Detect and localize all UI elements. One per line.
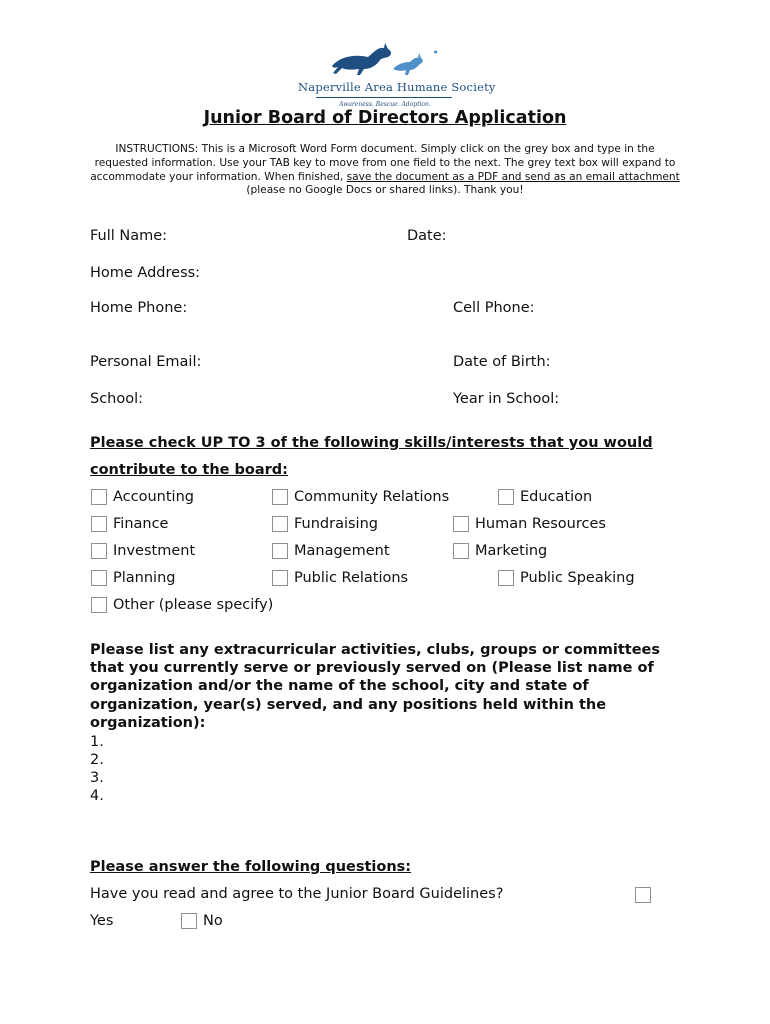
checkbox-box[interactable]: [272, 570, 288, 586]
yes-option-label[interactable]: Yes: [90, 913, 114, 929]
organization-logo: [298, 42, 496, 110]
skills-heading-line-1: Please check UP TO 3 of the following skills/interests that you would: [90, 435, 653, 451]
checkbox-box[interactable]: [453, 543, 469, 559]
checkbox-box[interactable]: [498, 489, 514, 505]
guidelines-checkbox[interactable]: [635, 887, 651, 903]
instructions-paragraph: [88, 143, 682, 198]
checkbox-public-speaking[interactable]: [498, 570, 635, 586]
checkbox-community-relations[interactable]: [272, 489, 449, 505]
checkbox-box[interactable]: [453, 516, 469, 532]
checkbox-education[interactable]: [498, 489, 592, 505]
checkbox-box[interactable]: [91, 489, 107, 505]
cell-phone-label[interactable]: Cell Phone:: [453, 300, 535, 316]
home-address-label[interactable]: Home Address:: [90, 265, 201, 281]
year-in-school-label[interactable]: Year in School:: [453, 391, 560, 407]
instructions-text-start: INSTRUCTIONS: This is a Microsoft Word Form document. Simply click on the grey box and type in the requested information. Use your TAB key to move from one field to the next. The grey text box will expand to accommodate your information. When finished,: [90, 143, 676, 183]
instructions-emphasis: save the document as a PDF and send as an email attachment: [346, 170, 680, 183]
checkbox-accounting[interactable]: [91, 489, 194, 505]
checkbox-box[interactable]: [91, 570, 107, 586]
skills-heading-line-2: contribute to the board:: [90, 462, 288, 478]
guidelines-question: Have you read and agree to the Junior Board Guidelines?: [90, 886, 504, 902]
skills-heading: [90, 430, 653, 484]
date-label[interactable]: Date:: [407, 228, 447, 244]
activity-number-3[interactable]: 3.: [90, 770, 104, 786]
checkbox-label: Management: [294, 543, 390, 559]
checkbox-box[interactable]: [272, 516, 288, 532]
checkbox-finance[interactable]: [91, 516, 168, 532]
instructions-text-end: (please no Google Docs or shared links). Thank you!: [246, 184, 524, 197]
date-of-birth-label[interactable]: Date of Birth:: [453, 354, 551, 370]
checkbox-box[interactable]: [498, 570, 514, 586]
checkbox-planning[interactable]: [91, 570, 175, 586]
school-label[interactable]: School:: [90, 391, 144, 407]
activity-number-2[interactable]: 2.: [90, 752, 104, 768]
checkbox-label: Public Speaking: [520, 570, 635, 586]
checkbox-box[interactable]: [181, 913, 197, 929]
activity-number-1[interactable]: 1.: [90, 734, 104, 750]
checkbox-no[interactable]: [181, 913, 223, 929]
checkbox-label: Community Relations: [294, 489, 450, 505]
page-title: Junior Board of Directors Application: [203, 108, 567, 128]
personal-email-label[interactable]: Personal Email:: [90, 354, 202, 370]
checkbox-label: Finance: [113, 516, 169, 532]
activities-question: Please list any extracurricular activities, clubs, groups or committees that you currently serve or previously served on (Please list name of organization and/or the name of the school, city and state of organization, year(s) served, and any positions held within the organization):: [90, 642, 661, 731]
home-phone-label[interactable]: Home Phone:: [90, 300, 188, 316]
checkbox-label: Education: [520, 489, 593, 505]
checkbox-label: Public Relations: [294, 570, 409, 586]
checkbox-label: Human Resources: [475, 516, 606, 532]
checkbox-label: Other (please specify): [113, 597, 274, 613]
checkbox-human-resources[interactable]: [453, 516, 606, 532]
logo-divider: [316, 97, 452, 98]
activity-number-4[interactable]: 4.: [90, 788, 104, 804]
questions-heading: Please answer the following questions:: [90, 859, 412, 875]
checkbox-box[interactable]: [91, 543, 107, 559]
checkbox-box[interactable]: [91, 516, 107, 532]
checkbox-label: Planning: [113, 570, 176, 586]
checkbox-other[interactable]: [91, 597, 273, 613]
checkbox-box[interactable]: [91, 597, 107, 613]
dog-and-cat-logo-icon: [330, 42, 442, 82]
checkbox-label: Accounting: [113, 489, 194, 505]
checkbox-public-relations[interactable]: [272, 570, 408, 586]
logo-organization-name: Naperville Area Humane Society: [298, 80, 496, 94]
checkbox-label: Marketing: [475, 543, 548, 559]
checkbox-label: Investment: [113, 543, 196, 559]
full-name-label[interactable]: Full Name:: [90, 228, 168, 244]
checkbox-label: No: [203, 913, 223, 929]
logo-tagline: Awareness. Rescue. Adoption.: [339, 101, 431, 108]
checkbox-marketing[interactable]: [453, 543, 547, 559]
checkbox-box[interactable]: [272, 489, 288, 505]
checkbox-label: Fundraising: [294, 516, 378, 532]
checkbox-fundraising[interactable]: [272, 516, 378, 532]
checkbox-management[interactable]: [272, 543, 390, 559]
checkbox-investment[interactable]: [91, 543, 195, 559]
checkbox-box[interactable]: [272, 543, 288, 559]
